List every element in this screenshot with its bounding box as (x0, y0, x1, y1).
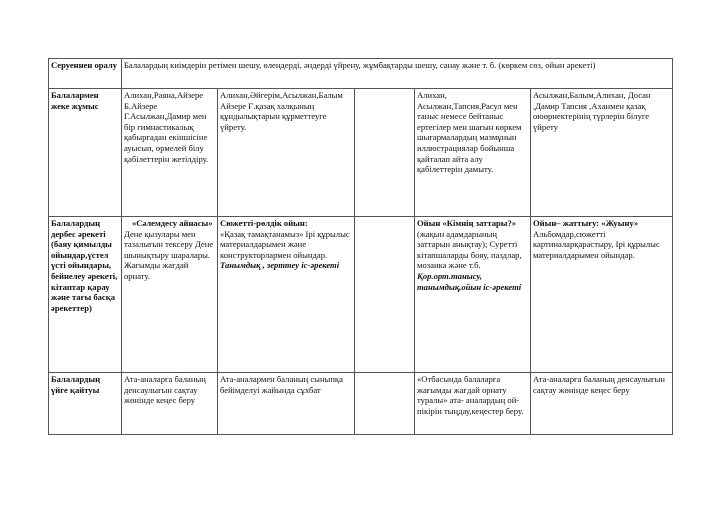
going-home-day4: «Отбасында балаларға жағымды жағдай орнату туралы» ата- аналардың ой-пікірін тыңдау,кеңестер беру. (415, 373, 531, 435)
daily-plan-table (48, 58, 673, 435)
independent-activity-day3 (355, 217, 415, 373)
row-label-going-home: Балалардың үйге қайтуы (49, 373, 122, 435)
independent-activity-day2 (218, 217, 355, 373)
activity-tag: Танымдық , зерттеу іс-әрекеті (220, 260, 340, 271)
individual-work-day2: Алихан,Әйгерім,Асылжан,Балым Айзере Ғ.қазақ халқының құндылықтарын құрметтеуге үйрету. (218, 89, 355, 217)
activity-text: (жақын адамдарының заттарын анықтау); Суретті кітапшаларды бояу, паздлар, мозаика және т.б. (417, 228, 522, 271)
activity-title: «Сәлемдесу айнасы» (132, 218, 213, 228)
activity-text: «Қазақ тамақтанамыз» Ірі құрылыс материалдарымен және конструкторлармен ойындар. (220, 228, 350, 260)
activity-title: Ойын «Кімнің заттары?» (417, 218, 517, 228)
individual-work-day4: Алихан, Асылжан,Тапсия,Расул мен таныс немесе бейтаныс ертегілер мен шағын көркем шығармалардың мазмұнын иллюстрациялар бойынша қайталап айта алу қабілеттерін дамыту. (415, 89, 531, 217)
row-label-walk-return: Серуеннен оралу (49, 59, 122, 89)
activity-text: Дене қызулары мен тазалығын тексеру Дене шынықтыру шаралары. Жағымды жағдай орнату. (124, 228, 214, 281)
row-walk-return (49, 59, 673, 89)
activity-title: Сюжетті-рөлдік ойын: (220, 218, 308, 228)
independent-activity-day5 (531, 217, 673, 373)
row-label-individual-work: Балалармен жеке жұмыс (49, 89, 122, 217)
row-going-home (49, 373, 673, 435)
row-individual-work (49, 89, 673, 217)
going-home-day5: Ата-аналарға баланың денсаулығын сақтау жөнінде кеңес беру (531, 373, 673, 435)
individual-work-day1: Алихан,Раяна,Айзере Б.Айзере Г.Асылжан,Дамир мен бір гимнастикалық қабырғадан екіншісіне ауысып, өрмелей білу қабілеттерін жетілдіру. (122, 89, 218, 217)
independent-activity-day4 (415, 217, 531, 373)
going-home-day2: Ата-аналармен баланың сыныпқа бейімделуі жайында сұхбат (218, 373, 355, 435)
activity-text: Альбомдар,сюжетті картиналарқарастыру, Ірі құрылыс материалдарымен ойындар. (533, 228, 660, 260)
plan-sheet (48, 58, 672, 435)
going-home-day3 (355, 373, 415, 435)
row-label-independent-activity: Балалардың дербес әрекеті (баяу қимылды ойындар,үстел үсті ойындары, бейнелеу әрекеті, кітаптар қарау және тағы басқа әрекеттер) (49, 217, 122, 373)
walk-return-activities: Балалардың киімдерін ретімен шешу, өлендерді, әндерді үйрену, жұмбақтарды шешу, санау және т. б. (көркем сөз, ойын әрекеті) (122, 59, 673, 89)
activity-title: Ойын– жаттығу: «Жуыну» (533, 218, 639, 228)
row-independent-activity (49, 217, 673, 373)
activity-tag: Қор.орт.танысу, танымдық,ойын іс-әрекеті (417, 270, 522, 292)
individual-work-day5: Асылжан,Балым,Алихан, Досан ,Дамир Тапсия ,Аханмен қазақ оюөрнектерінің түрлерін білуге үйрету (531, 89, 673, 217)
individual-work-day3 (355, 89, 415, 217)
independent-activity-day1 (122, 217, 218, 373)
going-home-day1: Ата-аналарға баланың денсаулығын сақтау жөнінде кеңес беру (122, 373, 218, 435)
